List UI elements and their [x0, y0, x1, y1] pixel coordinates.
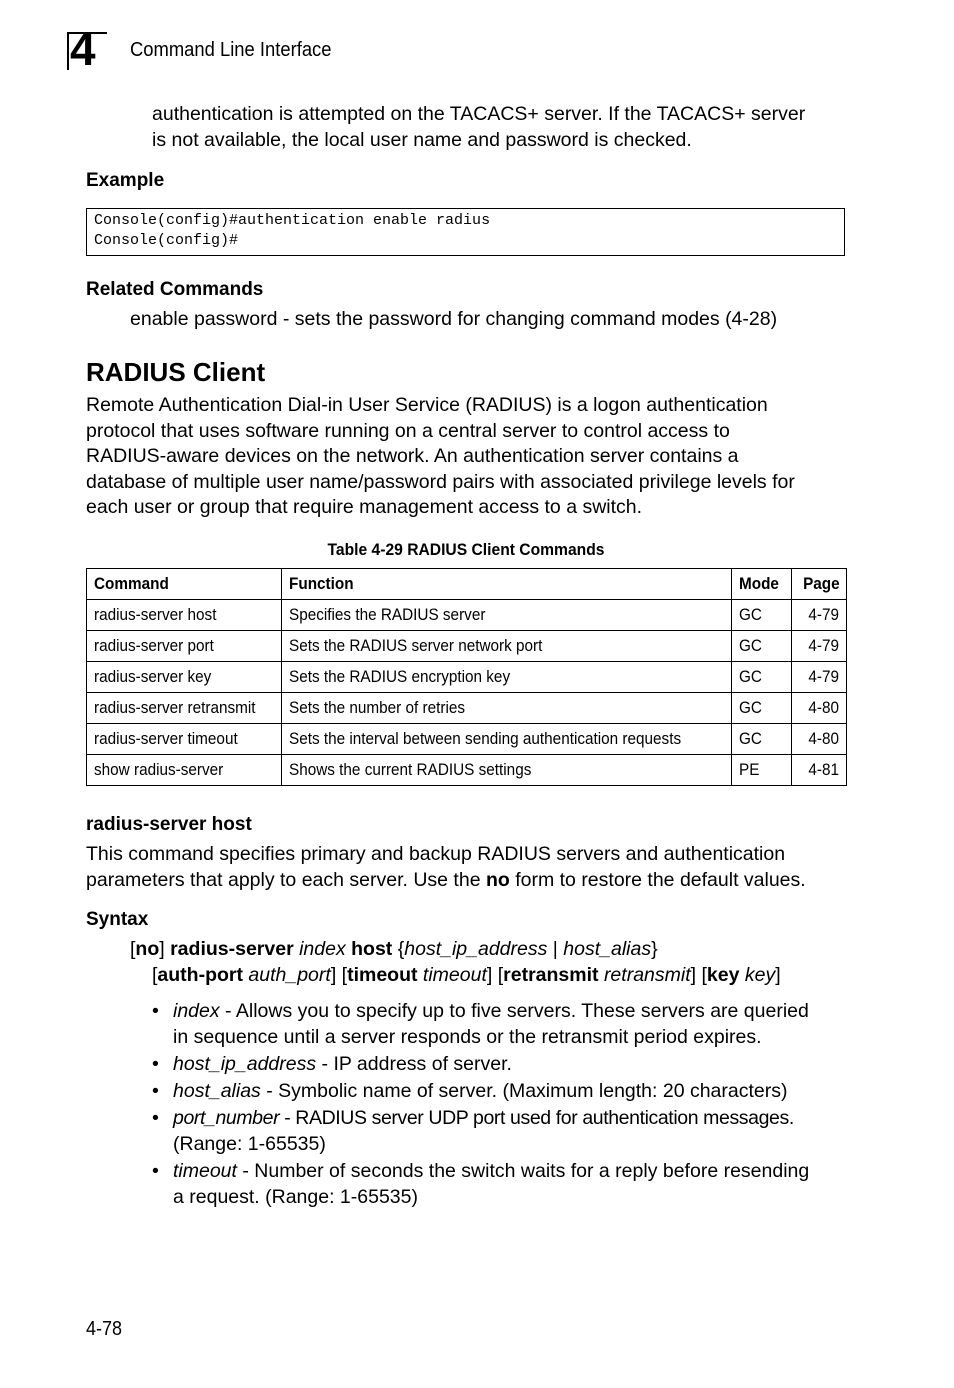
section-paragraph — [86, 393, 795, 521]
table-row — [87, 693, 847, 724]
table-cell: GC — [732, 600, 791, 631]
table-cell: PE — [732, 755, 791, 786]
table-cell: 4-80 — [791, 693, 847, 724]
table-row — [87, 662, 847, 693]
table-row — [87, 600, 847, 631]
intro-paragraph — [152, 102, 805, 153]
table-cell: 4-79 — [791, 631, 847, 662]
column-header: Page — [791, 569, 847, 600]
syntax-line-1: [no] radius-server index host {host_ip_address | host_alias} — [130, 938, 658, 960]
list-item: • host_ip_address - IP address of server. — [152, 1053, 512, 1075]
table-cell: radius-server retransmit — [87, 693, 282, 724]
bullet-icon: • — [152, 1107, 159, 1129]
paragraph-line: each user or group that require management access to a switch. — [86, 496, 643, 518]
table-cell: 4-79 — [791, 600, 847, 631]
table-cell: GC — [732, 693, 791, 724]
command-description — [86, 842, 806, 893]
table-cell: radius-server port — [87, 631, 282, 662]
table-cell: 4-80 — [791, 724, 847, 755]
paragraph-line: RADIUS-aware devices on the network. An authentication server contains a — [86, 445, 739, 467]
section-title: RADIUS Client — [86, 357, 266, 387]
syntax-heading: Syntax — [86, 909, 149, 930]
command-heading: radius-server host — [86, 814, 252, 835]
table-cell: radius-server timeout — [87, 724, 282, 755]
column-header: Command — [87, 569, 282, 600]
intro-line: is not available, the local user name and password is checked. — [152, 128, 692, 151]
table-cell: Sets the RADIUS server network port — [281, 631, 732, 662]
table-cell: Sets the interval between sending authentication requests — [281, 724, 732, 755]
syntax-line-2: [auth-port auth_port] [timeout timeout] [retransmit retransmit] [key key] — [152, 964, 781, 986]
table-cell: Specifies the RADIUS server — [281, 600, 732, 631]
table-cell: GC — [732, 631, 791, 662]
table-cell: radius-server host — [87, 600, 282, 631]
bullet-icon: • — [152, 1000, 159, 1022]
table-caption: Table 4-29 RADIUS Client Commands — [327, 540, 605, 559]
description-line: parameters that apply to each server. Use the no form to restore the default values. — [86, 868, 806, 891]
related-commands-heading: Related Commands — [86, 279, 264, 300]
intro-line: authentication is attempted on the TACACS+ server. If the TACACS+ server — [152, 103, 806, 125]
table-cell: Sets the number of retries — [281, 693, 732, 724]
paragraph-line: Remote Authentication Dial-in User Service (RADIUS) is a logon authentication — [86, 394, 768, 416]
list-item: • timeout - Number of seconds the switch waits for a reply before resending a request. (Range: 1-65535) — [152, 1160, 810, 1208]
table-header-row — [87, 569, 847, 600]
table-row — [87, 631, 847, 662]
list-item: • host_alias - Symbolic name of server. (Maximum length: 20 characters) — [152, 1080, 788, 1102]
table-cell: Sets the RADIUS encryption key — [281, 662, 732, 693]
bullet-icon: • — [152, 1080, 159, 1102]
bullet-icon: • — [152, 1160, 159, 1182]
parameter-list — [152, 998, 852, 1211]
example-code-block — [86, 208, 845, 256]
description-line: This command specifies primary and backup RADIUS servers and authentication — [86, 843, 786, 865]
table-cell: Shows the current RADIUS settings — [281, 755, 732, 786]
page-number: 4-78 — [86, 1318, 123, 1340]
table-cell: GC — [732, 662, 791, 693]
code-line: Console(config)# — [94, 232, 239, 249]
bullet-icon: • — [152, 1053, 159, 1075]
table-row — [87, 755, 847, 786]
column-header: Function — [281, 569, 732, 600]
table-cell: 4-81 — [791, 755, 847, 786]
chapter-number: 4 — [70, 23, 96, 75]
table-cell: 4-79 — [791, 662, 847, 693]
table-cell: GC — [732, 724, 791, 755]
table-row — [87, 724, 847, 755]
code-line: Console(config)#authentication enable radius — [94, 212, 491, 229]
running-header-title: Command Line Interface — [130, 39, 332, 61]
example-heading: Example — [86, 170, 165, 191]
paragraph-line: database of multiple user name/password pairs with associated privilege levels for — [86, 470, 795, 493]
table-cell: show radius-server — [87, 755, 282, 786]
radius-commands-table — [86, 568, 847, 786]
list-item: • index - Allows you to specify up to five servers. These servers are queried in sequence until a server responds or the retransmit period expires. — [152, 1000, 809, 1048]
column-header: Mode — [732, 569, 791, 600]
paragraph-line: protocol that uses software running on a central server to control access to — [86, 419, 730, 442]
table-cell: radius-server key — [87, 662, 282, 693]
list-item: • port_number - RADIUS server UDP port used for authentication messages. (Range: 1-65535) — [152, 1107, 794, 1155]
related-command-entry: enable password - sets the password for changing command modes (4-28) — [130, 308, 778, 330]
